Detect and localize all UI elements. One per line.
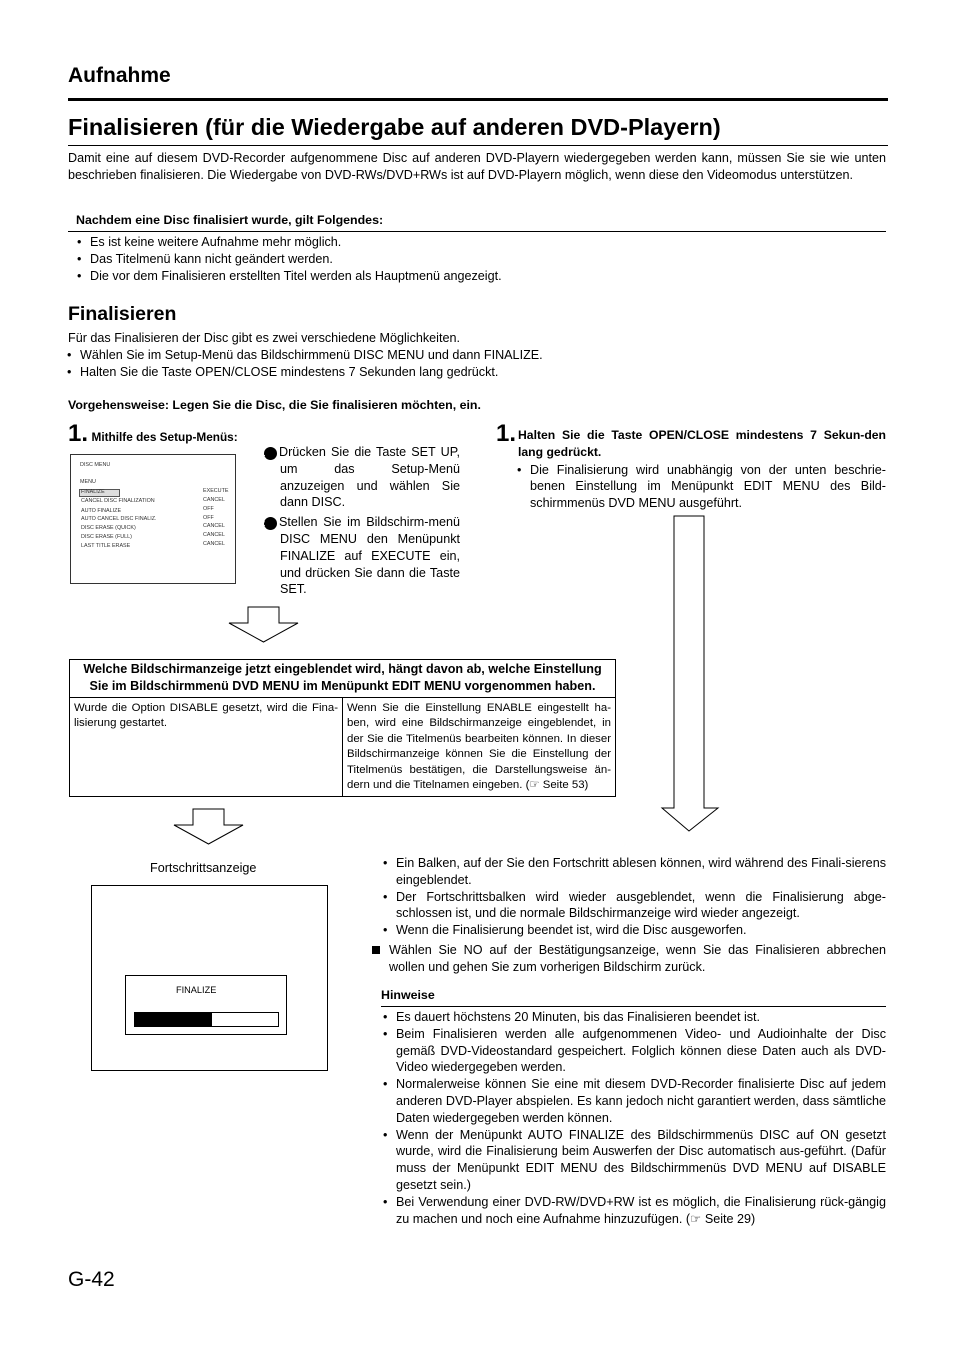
step-title: Halten Sie die Taste OPEN/CLOSE mindestens 7 Sekun-den lang gedrückt. bbox=[518, 428, 886, 459]
list-item: • Ein Balken, auf der Sie den Fortschritt ablesen können, wird während des Finali-sierens eingeblendet. bbox=[380, 855, 886, 889]
down-long-arrow-icon bbox=[660, 515, 720, 833]
list-item: • Beim Finalisieren werden alle aufgenommenen Video- und Audioinhalte der Disc gemäß DVD-Videostandard gespeichert. Folglich können diese Daten auch als DVD-Video wiedergegeben werden. bbox=[380, 1026, 886, 1076]
list-item: • Normalerweise können Sie eine mit diesem DVD-Recorder finalisierte Disc auf jedem anderen DVD-Player abspielen. Es kann jedoch nicht garantiert werden, dass sämtliche Daten wiedergegeben werden können. bbox=[380, 1076, 886, 1126]
step-left-sub2: 2 Stellen Sie im Bildschirm-menü DISC MENU den Menüpunkt FINALIZE auf EXECUTE ein, und drücken Sie dann die Taste SET. bbox=[259, 515, 460, 597]
list-item: • Wenn die Finalisierung beendet ist, wird die Disc ausgeworfen. bbox=[380, 922, 886, 939]
step-number: 1. bbox=[496, 420, 517, 447]
after-finalize-heading: Nachdem eine Disc finalisiert wurde, gilt Folgendes: bbox=[76, 213, 384, 227]
finalize-option-list bbox=[64, 347, 886, 381]
setup-menu-value: OFF bbox=[203, 515, 214, 521]
setup-menu-item: DISC ERASE (FULL) bbox=[81, 534, 132, 540]
step-left-sub1: 1 Drücken Sie die Taste SET UP, um das Setup-Menü anzuzeigen und wählen Sie dann DISC. bbox=[259, 445, 460, 510]
step-right-notes bbox=[514, 462, 886, 512]
page-number: G-42 bbox=[68, 1268, 115, 1291]
hints-rule bbox=[381, 1006, 886, 1007]
list-item: • Der Fortschrittsbalken wird wieder ausgeblendet, wenn die Finalisierung abge-schlossen ist, und die normale Bildschirmanzeige wird wieder angezeigt. bbox=[380, 889, 886, 923]
step-title: Mithilfe des Setup-Menüs: bbox=[91, 430, 238, 444]
setup-menu-value: CANCEL bbox=[203, 532, 225, 538]
step-left-heading bbox=[68, 420, 268, 447]
number-2-icon: 2 bbox=[264, 517, 277, 530]
title-rule bbox=[68, 145, 888, 146]
setup-menu-value: CANCEL bbox=[203, 541, 225, 547]
progress-notes bbox=[372, 855, 886, 976]
step-number: 1. bbox=[68, 420, 89, 447]
after-finalize-rule bbox=[68, 231, 886, 232]
section-label: Aufnahme bbox=[68, 64, 171, 87]
square-bullet-icon bbox=[372, 946, 380, 954]
step-right-heading bbox=[496, 420, 886, 461]
finalize-title: Finalisieren bbox=[68, 303, 177, 325]
edit-menu-table bbox=[69, 659, 616, 797]
setup-menu-item: CANCEL DISC FINALIZATION bbox=[81, 498, 155, 504]
list-item: • Die Finalisierung wird unabhängig von der unten beschrie-benen Einstellung im Menüpunkt EDIT MENU des Bild-schirmmenüs DVD MENU ausgeführt. bbox=[514, 462, 886, 512]
procedure-text: Vorgehensweise: Legen Sie die Disc, die Sie finalisieren möchten, ein. bbox=[68, 398, 481, 412]
list-item: • Wählen Sie im Setup-Menü das Bildschirmmenü DISC MENU und dann FINALIZE. bbox=[64, 347, 886, 364]
list-item: • Wenn der Menüpunkt AUTO FINALIZE des Bildschirmmenüs DISC auf ON gesetzt wurde, wird die Finalisierung beim Auswerfen der Disc automatisch aus-geführt. (Dafür muss der Menüpunkt EDIT MENU des Bildschirmmenüs DVD MENU auf DISABLE gesetzt sein.) bbox=[380, 1127, 886, 1194]
number-1-icon: 1 bbox=[264, 447, 277, 460]
list-item: • Es dauert höchstens 20 Minuten, bis das Finalisieren beendet ist. bbox=[380, 1009, 886, 1026]
list-item: • Die vor dem Finalisieren erstellten Titel werden als Hauptmenü angezeigt. bbox=[74, 268, 874, 285]
progress-bar bbox=[134, 1012, 279, 1027]
list-item: • Bei Verwendung einer DVD-RW/DVD+RW ist es möglich, die Finalisierung rück-gängig zu machen und noch eine Aufnahme hinzuzufügen. (☞ Seite 29) bbox=[380, 1194, 886, 1228]
down-arrow-icon bbox=[173, 808, 245, 846]
table-cell-enable: Wenn Sie die Einstellung ENABLE eingestellt ha-ben, wird eine Bildschirmanzeige eingeblendet, in der Sie die Titelmenüs bearbeiten können. In dieser Bildschirmanzeige können Sie die Einstellung der Titelmenüs bestätigen, die Darstellungsweise än-dern und die Titelnamen eingeben. (☞ Seite 53) bbox=[343, 698, 616, 797]
setup-menu-screen bbox=[70, 454, 236, 584]
step-left-instructions bbox=[259, 444, 460, 598]
after-finalize-list bbox=[74, 234, 874, 284]
progress-screen bbox=[91, 885, 328, 1071]
hints-list bbox=[380, 1009, 886, 1227]
list-item: • Das Titelmenü kann nicht geändert werden. bbox=[74, 251, 874, 268]
setup-menu-title: DISC MENU bbox=[80, 462, 111, 468]
progress-label: FINALIZE bbox=[176, 985, 217, 995]
finalize-options bbox=[68, 330, 886, 380]
setup-menu-value: EXECUTE bbox=[203, 488, 229, 494]
page-title: Finalisieren (für die Wiedergabe auf anderen DVD-Playern) bbox=[68, 114, 721, 140]
cancel-note: Wählen Sie NO auf der Bestätigungsanzeige, wenn Sie das Finalisieren abbrechen wollen und gehen Sie zum vorherigen Bildschirm zurück. bbox=[372, 942, 886, 976]
setup-menu-value: OFF bbox=[203, 506, 214, 512]
list-item: • Halten Sie die Taste OPEN/CLOSE mindestens 7 Sekunden lang gedrückt. bbox=[64, 364, 886, 381]
intro-text: Damit eine auf diesem DVD-Recorder aufgenommene Disc auf anderen DVD-Playern wiedergegeben werden kann, müssen Sie sie wie unten beschrieben finalisieren. Die Wiedergabe von DVD-RWs/DVD+RWs ist auf DVD-Playern möglich, wenn diese den Videomodus unterstützen. bbox=[68, 151, 886, 182]
setup-menu-item: DISC ERASE (QUICK) bbox=[81, 525, 136, 531]
hints-heading: Hinweise bbox=[381, 988, 435, 1002]
progress-caption: Fortschrittsanzeige bbox=[150, 861, 257, 875]
setup-menu-item: LAST TITLE ERASE bbox=[81, 543, 131, 549]
setup-menu-label: MENU bbox=[80, 479, 96, 485]
table-header: Welche Bildschirmanzeige jetzt eingeblendet wird, hängt davon ab, welche Einstellung Sie im Bildschirmmenü DVD MENU im Menüpunkt EDIT MENU vorgenommen haben. bbox=[70, 660, 616, 698]
header-rule bbox=[68, 98, 888, 101]
finalize-lead: Für das Finalisieren der Disc gibt es zwei verschiedene Möglichkeiten. bbox=[68, 331, 460, 345]
list-item: • Es ist keine weitere Aufnahme mehr möglich. bbox=[74, 234, 874, 251]
down-arrow-icon bbox=[228, 606, 300, 644]
setup-menu-item: FINALIZE bbox=[81, 489, 105, 495]
table-cell-disable: Wurde die Option DISABLE gesetzt, wird die Fina-lisierung gestartet. bbox=[70, 698, 343, 797]
progress-dialog bbox=[125, 975, 287, 1035]
progress-note-list bbox=[380, 855, 886, 939]
step-right bbox=[496, 420, 886, 512]
after-finalize-block bbox=[76, 212, 886, 229]
setup-menu-item: AUTO CANCEL DISC FINALIZ. bbox=[81, 516, 157, 522]
progress-fill bbox=[135, 1013, 212, 1026]
setup-menu-value: CANCEL bbox=[203, 523, 225, 529]
setup-menu-item: AUTO FINALIZE bbox=[81, 508, 122, 514]
setup-menu-value: CANCEL bbox=[203, 497, 225, 503]
